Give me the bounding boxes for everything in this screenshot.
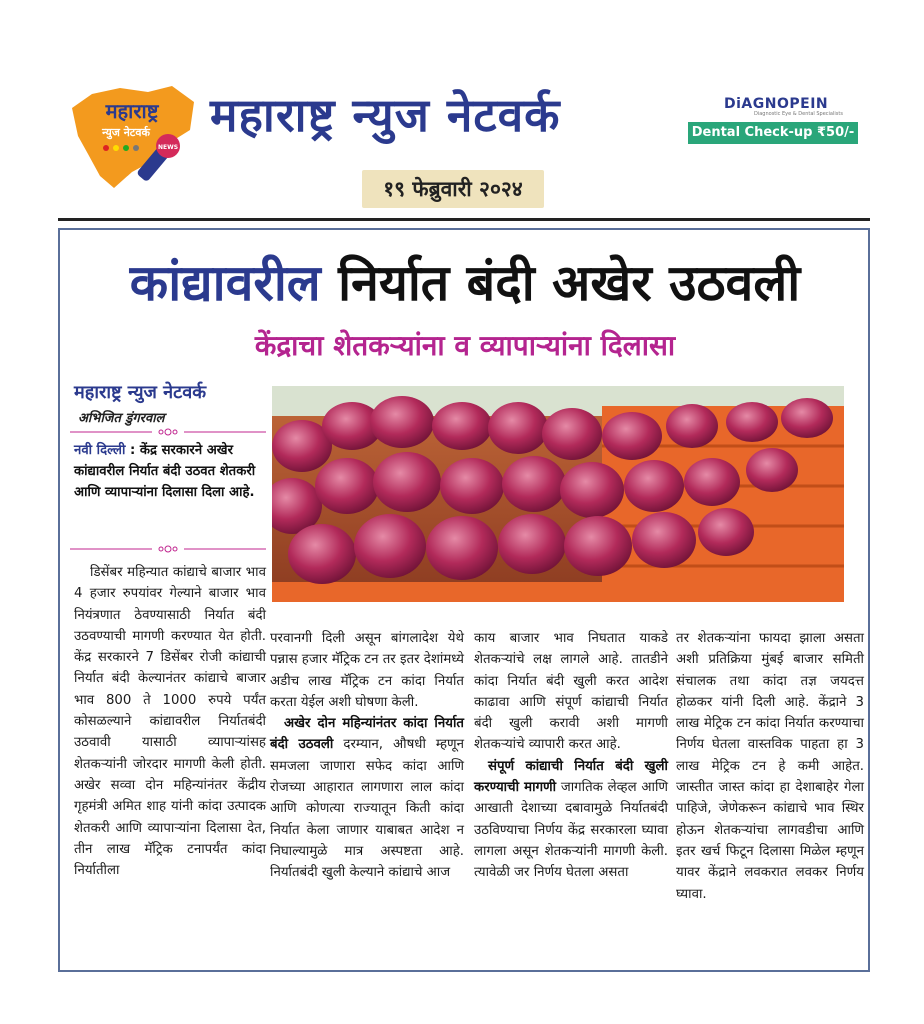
onion-crates-photo [272,386,844,602]
column-2-text-2: दरम्यान, औषधी म्हणून समजला जाणारा सफेद कांदा आणि रोजच्या आहारात लागणारा लाल कांदा आणि कोणत्या राज्यातून किती कांदा निर्यात केला जाणार याबाबत आदेश न निघाल्यामुळे मात्र अस्पष्टता आहे. निर्यातबंदी खुली केल्याने कांद्याचे आज [270,737,465,881]
ad-cta-banner[interactable]: Dental Check-up ₹50/- [688,122,858,144]
column-3-text-2: जागतिक लेव्हल आणि आखाती देशाच्या दबावामुळे निर्यातबंदी उठविण्याचा निर्णय केंद्र सरकारला घ्यावा लागला असून शेतकऱ्यांनी मागणी केली. त्यावेळी जर निर्णय घेतला असता [474,780,668,881]
logo-dot-yellow [113,145,119,151]
logo-dot-gray [133,145,139,151]
diagnopein-ad[interactable] [688,96,858,148]
lead-dateline: नवी दिल्ली [74,443,126,458]
headline-part-blue: कांद्यावरील [129,254,321,312]
masthead-title: महाराष्ट्र न्युज नेटवर्क [210,88,561,142]
ornament-divider [70,427,266,437]
column-2-subhead: अखेर दोन महिन्यांनंतर कांदा निर्यात बंदी उठवली [270,716,464,753]
column-3-subhead: संपूर्ण कांद्याची निर्यात बंदी खुली करण्याची मागणी [474,758,668,796]
article-column-1: डिसेंबर महिन्यात कांद्याचे बाजार भाव 4 हजार रुपयांवर गेल्याने बाजार भाव नियंत्रणात ठेवण्यासाठी निर्यात बंदी उठवण्याची मागणी करण्यात येत होती. केंद्र सरकारने 7 डिसेंबर रोजी कांद्याची निर्यात बंदी केल्यानंतर कांद्याचे बाजार भाव 800 ते 1000 रुपये पर्यंत कोसळल्याने कांद्यावरील निर्यातबंदी उठवावी यासाठी व्यापाऱ्यांसह शेतकऱ्यांनी जोरदार मागणी केली होती. अखेर सव्वा दोन महिन्यांनंतर केंद्रीय गृहमंत्री अमित शाह यांनी कांदा उत्पादक शेतकरी आणि व्यापाऱ्यांना दिलासा देत, तीन लाख मॅट्रिक टनापर्यंत कांदा निर्यातीला [74,565,266,879]
byline-organization: महाराष्ट्र न्युज नेटवर्क [74,382,207,403]
ad-brand: DiAGNOPEIN [724,96,829,112]
issue-date: १९ फेब्रुवारी २०२४ [362,170,544,208]
article-frame [58,228,870,972]
ornament-divider [70,544,266,554]
article-subheadline: केंद्राचा शेतकऱ्यांना व व्यापाऱ्यांना दिलासा [254,329,676,362]
masthead-rule [58,218,870,221]
column-2-text: परवानगी दिली असून बांगलादेश येथे पन्नास हजार मॅट्रिक टन तर इतर देशांमध्ये अडीच लाख मॅट्रिक टन कांदा निर्यात करता येईल अशी घोषणा केली. [270,631,464,710]
headline-part-black: निर्यात बंदी अखेर उठवली [338,254,801,312]
maharashtra-news-logo [62,80,202,192]
logo-dot-green [123,145,129,151]
logo-sub-text: न्युज नेटवर्क [102,126,150,139]
lead-text: : केंद्र सरकारने अखेर कांद्यावरील निर्यात बंदी उठवत शेतकरी आणि व्यापाऱ्यांना दिलासा दिला आहे. [74,443,256,500]
byline-author: अभिजित डुंगरवाल [78,411,165,426]
logo-dot-red [103,145,109,151]
article-lead [74,440,270,550]
logo-main-text: महाराष्ट्र [105,99,159,123]
logo-mic-label: NEWS [157,144,179,151]
ad-tagline: Diagnostic Eye & Dental Specialists [754,111,843,117]
article-column-2 [270,628,464,964]
article-column-3 [474,628,668,964]
article-column-4: तर शेतकऱ्यांना फायदा झाला असता अशी प्रतिक्रिया मुंबई बाजार समिती संचालक तथा कांदा तज्ञ जयदत्त होळकर यांनी दिली आहे. केंद्राने 3 लाख मेट्रिक टन कांदा निर्यात करण्याचा निर्णय घेतला वास्तविक पाहता हा 3 लाख मेट्रिक टन हे कमी आहेत. जास्तीत जास्त कांदा हा देशाबाहेर गेला पाहिजे, जेणेकरून कांद्याचे भाव स्थिर होऊन शेतकऱ्यांचा लागवडीचा आणि इतर खर्च फिटून दिलासा मिळेल म्हणून यावर केंद्राने लवकरात लवकर निर्णय घ्यावा. [676,631,864,902]
column-3-text: काय बाजार भाव निघतात याकडे शेतकऱ्यांचे लक्ष लागले आहे. तातडीने कांदा निर्यात बंदी खुली करत आदेश काढावा आणि संपूर्ण कांद्याची निर्यात बंदी खुली करावी अशी मागणी शेतकऱ्यांचे व्यापारी करत आहे. [474,631,668,753]
article-headline [70,248,860,318]
